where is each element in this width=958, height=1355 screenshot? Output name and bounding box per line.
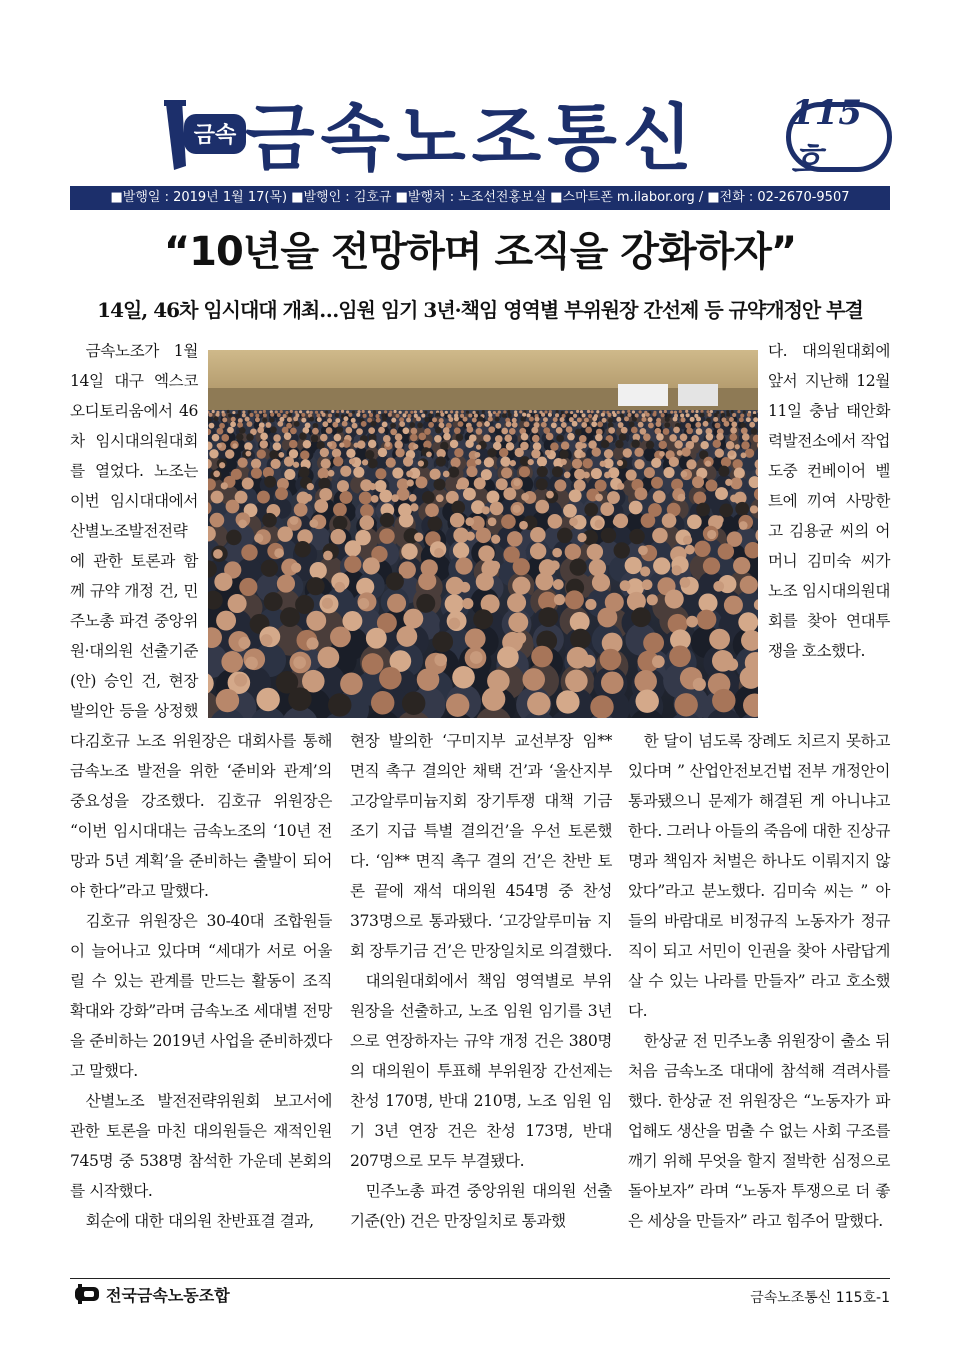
article-column-3-top: [768, 336, 890, 666]
footer-org-name: 전국금속노동조합: [106, 1285, 230, 1305]
article-paragraph: 금속노조가 1월 14일 대구 엑스코 오디토리움에서 46차 임시대의원대회를 열었다. 노조는 이번 임시대대에서 산별노조발전전략에 관한 토론과 함께 규약 개정 건, 민주노총 파견 중앙위원·대의원 선출기준(안) 승인 건, 현장 발의안 등을 상정했다.: [70, 342, 198, 750]
torch-logo-icon: [160, 100, 252, 170]
masthead: [160, 92, 900, 184]
article-column-1-top: [70, 336, 198, 756]
article-paragraph: 민주노총 파견 중앙위원 대의원 선출 기준(안) 건은 만장일치로 통과했: [350, 1182, 612, 1230]
footer-page-number: 금속노조통신 115호-1: [750, 1290, 890, 1306]
crowd-photo-image: [208, 350, 758, 718]
article-paragraph: 한상균 전 민주노총 위원장이 출소 뒤 처음 금속노조 대대에 참석해 격려사를 했다. 한상균 전 위원장은 “노동자가 파업해도 생산을 멈출 수 없는 사회 구조를 깨기 위해 무엇을 할지 절박한 심정으로 돌아보자” 라며 “노동자 투쟁으로 더 좋은 세상을 만들자” 라고 힘주어 말했다.: [628, 1032, 890, 1230]
convention-photo: [208, 350, 758, 718]
torch-label: 금속: [193, 123, 237, 148]
footer-organization: [74, 1283, 230, 1305]
article-paragraph: 다. 대의원대회에 앞서 지난해 12월 11일 충남 태안화력발전소에서 작업 도중 컨베이어 벨트에 끼여 사망한 고 김용균 씨의 어머니 김미숙 씨가 노조 임시대의원대회를 찾아 연대투쟁을 호소했다.: [768, 342, 890, 660]
article-paragraph: 회순에 대한 대의원 찬반표결 결과,: [85, 1212, 314, 1230]
subheadline: 14일, 46차 임시대대 개최…임원 임기 3년·책임 영역별 부위원장 간선제 등 규약개정안 부결: [97, 298, 863, 322]
article-paragraph: 현장 발의한 ‘구미지부 교선부장 임** 면직 촉구 결의안 채택 건’과 ‘울산지부 고강알루미늄지회 장기투쟁 대책 기금 조기 지급 특별 결의건’을 우선 토론했다. ‘임** 면직 촉구 결의 건’은 찬반 토론 끝에 재석 대의원 454명 중 찬성 373명으로 통과됐다. ‘고강알루미늄 지회 장투기금 건’은 만장일치로 의결했다.: [350, 732, 612, 960]
article-paragraph: 산별노조 발전전략위원회 보고서에 관한 토론을 마친 대의원들은 재적인원 745명 중 538명 참석한 가운데 본회의를 시작했다.: [70, 1092, 332, 1200]
article-paragraph: 대의원대회에서 책임 영역별로 부위원장을 선출하고, 노조 임원 임기를 3년으로 연장하자는 규약 개정 건은 380명의 대의원이 투표해 부위원장 간선제는 찬성 170명, 반대 210명, 노조 임원 임기 3년 연장 건은 찬성 173명, 반대 207명으로 모두 부결됐다.: [350, 972, 612, 1170]
issue-number-badge: 115호: [786, 102, 892, 172]
article-column-1: [70, 726, 332, 1236]
publication-info-bar: ■발행일 : 2019년 1월 17(목) ■발행인 : 김호규 ■발행처 : 노조선전홍보실 ■스마트폰 m.ilabor.org / ■전화 : 02-2670-9507: [70, 186, 890, 210]
article-paragraph: 김호규 노조 위원장은 대회사를 통해 금속노조 발전을 위한 ‘준비와 관계’의 중요성을 강조했다. 김호규 위원장은 “이번 임시대대는 금속노조의 ‘10년 전망과 5년 계획’을 준비하는 출발이 되어야 한다”라고 말했다.: [70, 732, 332, 900]
footer-divider: [70, 1278, 890, 1279]
article-column-2: [350, 726, 612, 1236]
article-paragraph: 김호규 위원장은 30-40대 조합원들이 늘어나고 있다며 “세대가 서로 어울릴 수 있는 관계를 만드는 활동이 조직 확대와 강화”라며 금속노조 세대별 전망을 준비하는 2019년 사업을 준비하겠다고 말했다.: [70, 912, 332, 1080]
article-column-3: [628, 726, 890, 1236]
union-logo-icon: [74, 1284, 100, 1304]
newsletter-title: 금속노조통신: [245, 96, 699, 180]
headline: “10년을 전망하며 조직을 강화하자”: [163, 229, 797, 275]
article-paragraph: 한 달이 넘도록 장례도 치르지 못하고 있다며 ” 산업안전보건법 전부 개정안이 통과됐으니 문제가 해결된 게 아니냐고 한다. 그러나 아들의 죽음에 대한 진상규명과 책임자 처벌은 하나도 이뤄지지 않았다”라고 분노했다. 김미숙 씨는 ” 아들의 바람대로 비정규직 노동자가 정규직이 되고 서민이 인권을 찾아 사람답게 살 수 있는 나라를 만들자” 라고 호소했다.: [628, 732, 890, 1020]
